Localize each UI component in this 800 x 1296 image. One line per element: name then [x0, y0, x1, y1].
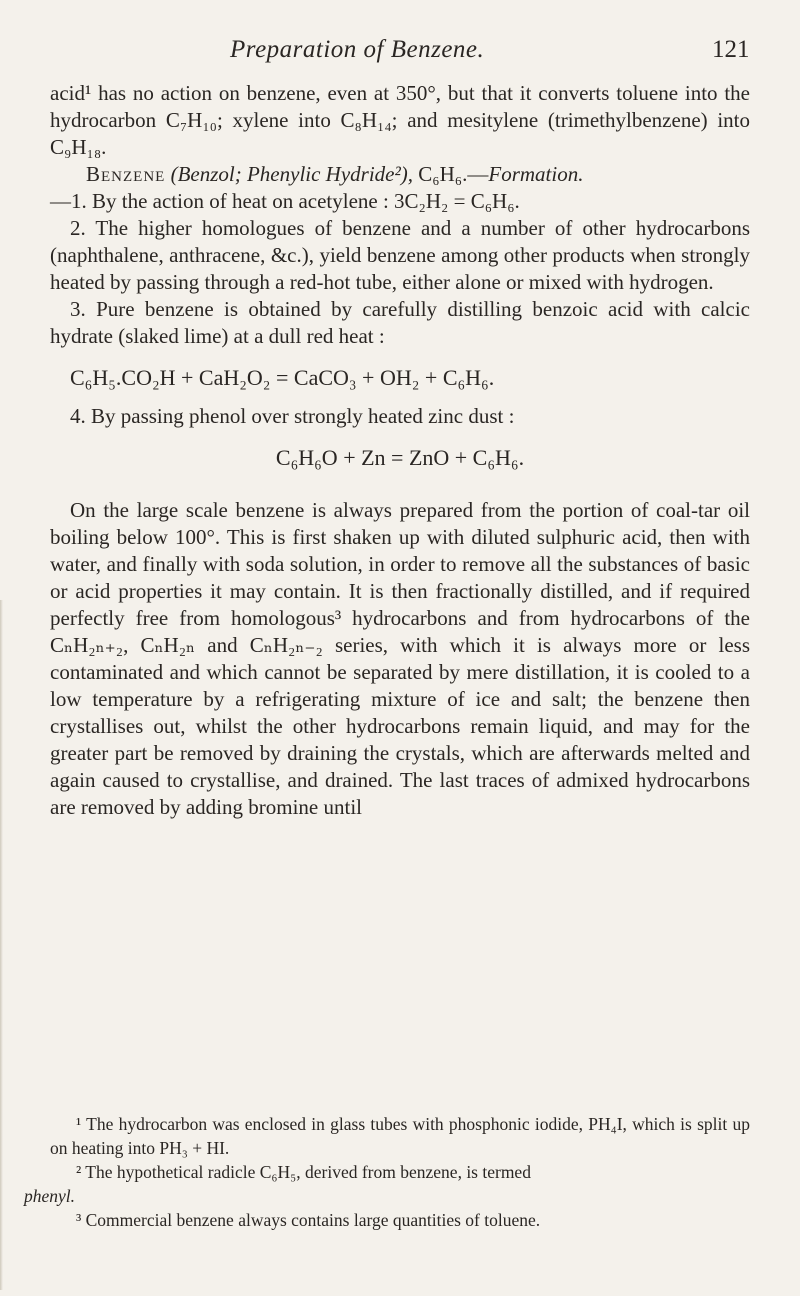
benzene-synonyms: (Benzol; Phenylic Hydride²), [170, 162, 414, 186]
formation-item-1: —1. By the action of heat on acetylene : 3C₂H₂ = C₆H₆. [50, 189, 520, 213]
footnote-2-text: ² The hypothetical radicle C₆H₅, derived from benzene, is termed [76, 1162, 531, 1182]
section-heading-benzene: Benzene [86, 162, 166, 186]
footnote-1: ¹ The hydrocarbon was enclosed in glass tubes with phosphonic iodide, PH₄I, which is split up on heating into PH₃ + HI. [50, 1114, 750, 1158]
formation-heading: Formation. [488, 162, 584, 186]
footnotes [24, 1112, 750, 1232]
equation-benzoic-acid: C₆H₅.CO₂H + CaH₂O₂ = CaCO₃ + OH₂ + C₆H₆. [70, 365, 495, 390]
page-edge-shadow [0, 600, 3, 1290]
formation-item-3: 3. Pure benzene is obtained by carefully distilling benzoic acid with calcic hydrate (slaked lime) at a dull red heat : [50, 297, 750, 348]
paragraph-large-scale: On the large scale benzene is always prepared from the portion of coal-tar oil boiling below 100°. This is first shaken up with diluted sulphuric acid, then with water, and finally with soda solution, in order to remove all the substances of basic or acid properties it may contain. It is then fractionally distilled, and if required perfectly free from homologous³ hydrocarbons and from hydrocarbons of the CₙH₂ₙ₊₂, CₙH₂ₙ and CₙH₂ₙ₋₂ series, with which it is always more or less contaminated and which cannot be separated by mere distillation, it is cooled to a low temperature by a refrigerating mixture of ice and salt; the benzene then crystallises out, whilst the other hydrocarbons remain liquid, and may for the greater part be removed by draining the crystals, which are afterwards melted and again caused to crystallise, and drained. The last traces of admixed hydrocarbons are removed by adding bromine until [50, 498, 750, 819]
equation-phenol: C₆H₆O + Zn = ZnO + C₆H₆. [275, 445, 525, 470]
formation-item-4: 4. By passing phenol over strongly heated zinc dust : [70, 404, 515, 428]
paragraph-hydriodic-acid: acid¹ has no action on benzene, even at 350°, but that it converts toluene into the hydrocarbon C₇H₁₀; xylene into C₈H₁₄; and mesitylene (trimethylbenzene) into C₉H₁₈. [50, 81, 750, 159]
footnote-3: ³ Commercial benzene always contains large quantities of toluene. [76, 1210, 541, 1230]
footnote-2-term: phenyl. [24, 1186, 76, 1206]
body-text [50, 80, 750, 821]
footnote-2 [24, 1160, 750, 1208]
page-header [0, 30, 800, 70]
benzene-formula: C₆H₆.— [418, 162, 489, 186]
paragraph-benzene-heading [50, 161, 750, 188]
formation-item-2: 2. The higher homologues of benzene and a number of other hydrocarbons (naphthalene, anthracene, &c.), yield benzene among other products when strongly heated by passing through a red-hot tube, either alone or mixed with hydrogen. [50, 216, 750, 294]
running-title: Preparation of Benzene. [230, 36, 485, 63]
page-number: 121 [712, 36, 750, 63]
